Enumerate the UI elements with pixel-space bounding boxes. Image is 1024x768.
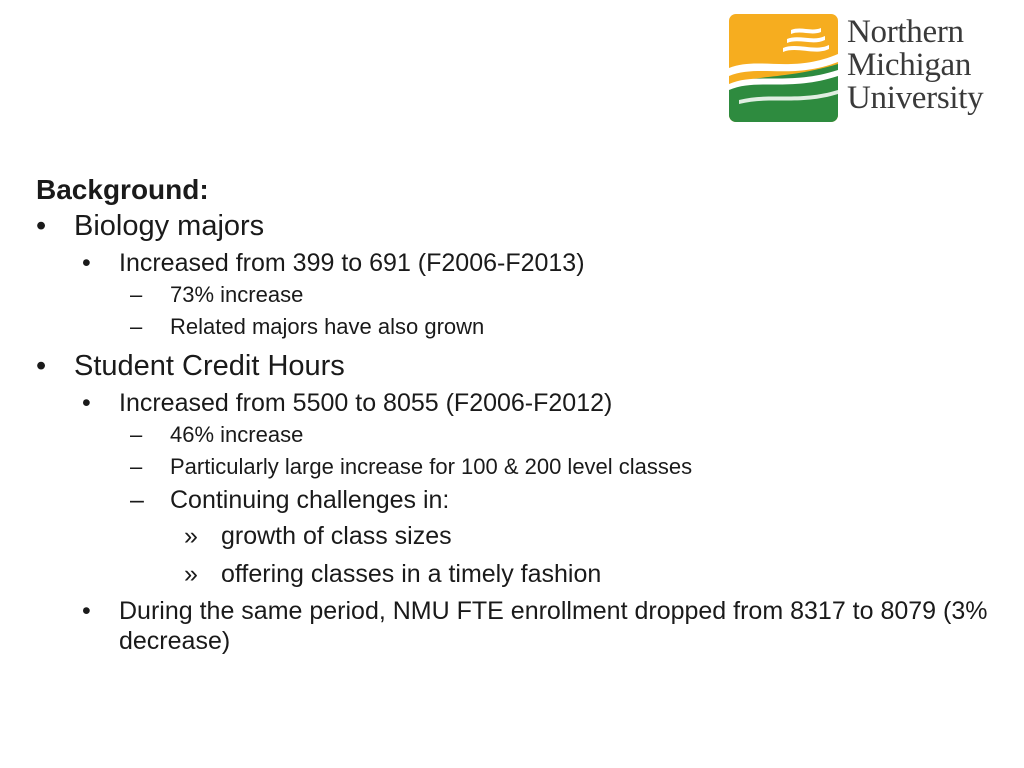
challenge-1: growth of class sizes <box>221 522 452 550</box>
bullet-challenge-2 <box>36 556 996 593</box>
bullet-marker: • <box>36 350 47 382</box>
chevron-marker: » <box>184 560 198 588</box>
dash-marker: – <box>130 422 143 447</box>
biology-sub2: Related majors have also grown <box>170 314 485 339</box>
bullet-biology-sub2 <box>36 312 996 342</box>
nmu-logo-mark-icon <box>729 14 838 122</box>
bullet-marker: • <box>82 249 91 277</box>
credit-sub1: 46% increase <box>170 422 304 447</box>
bullet-credit-stat <box>36 388 996 418</box>
bullet-marker: • <box>36 210 47 242</box>
bullet-credit-sub2 <box>36 452 996 482</box>
bullet-biology-sub1 <box>36 280 996 310</box>
nmu-logo <box>729 14 1009 128</box>
bullet-biology-stat <box>36 248 996 278</box>
dash-marker: – <box>130 454 143 479</box>
enrollment-text: During the same period, NMU FTE enrollment dropped from 8317 to 8079 (3% decrease) <box>119 597 988 655</box>
slide-heading: Background: <box>36 174 209 205</box>
logo-line-3: University <box>847 80 984 116</box>
biology-stat: Increased from 399 to 691 (F2006-F2013) <box>119 249 585 277</box>
credit-title: Student Credit Hours <box>74 350 345 382</box>
credit-sub3: Continuing challenges in: <box>170 486 450 514</box>
bullet-biology-majors <box>36 208 996 245</box>
bullet-credit-hours <box>36 348 996 385</box>
logo-line-1: Northern <box>847 14 964 50</box>
bullet-enrollment <box>36 596 999 656</box>
bullet-challenge-1 <box>36 518 996 555</box>
dash-marker: – <box>130 314 143 339</box>
bullet-credit-sub1 <box>36 420 996 450</box>
bullet-credit-sub3 <box>36 483 996 517</box>
bullet-marker: • <box>82 389 91 417</box>
challenge-2: offering classes in a timely fashion <box>221 560 602 588</box>
credit-stat: Increased from 5500 to 8055 (F2006-F2012) <box>119 389 613 417</box>
biology-sub1: 73% increase <box>170 282 304 307</box>
slide-body <box>36 172 996 656</box>
chevron-marker: » <box>184 522 198 550</box>
bullet-marker: • <box>82 597 91 625</box>
logo-line-2: Michigan <box>847 47 972 83</box>
nmu-logo-wordmark <box>847 16 983 115</box>
dash-marker: – <box>130 282 143 307</box>
credit-sub2: Particularly large increase for 100 & 200 level classes <box>170 454 693 479</box>
biology-title: Biology majors <box>74 210 265 242</box>
dash-marker: – <box>130 486 144 514</box>
